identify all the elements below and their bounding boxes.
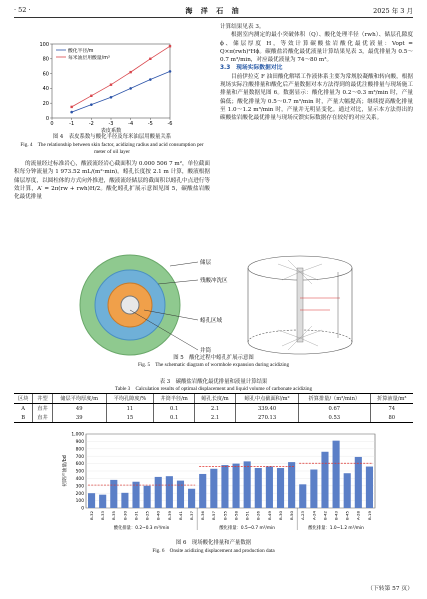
table3-header: 蚓孔长度/m <box>195 394 236 404</box>
table-cell: A <box>21 405 26 412</box>
fig4-caption-cn: 图 4 表皮系数与酸化半径及每米油层用酸量关系 <box>52 134 172 140</box>
label-flush-zone: 残酸冲洗区 <box>200 278 228 284</box>
fig4-x-tick-label: -1 <box>69 121 75 127</box>
left-column-text <box>14 160 210 201</box>
fig4-x-tick-label: -3 <box>108 121 114 127</box>
fig6-bar <box>99 495 106 508</box>
fig4-y-tick-label: 40 <box>42 86 49 93</box>
fig6-bar <box>333 441 340 508</box>
fig6-y-tick-label: 500 <box>75 469 84 475</box>
fig6-bar <box>166 476 173 508</box>
table-cell: 0.1 <box>154 413 195 423</box>
fig6-x-tick-label: B-50 <box>289 511 295 521</box>
table3-header: 平均孔隙度/% <box>106 394 153 404</box>
fig4-caption-en: Fig. 4 The relationship between skin factor, acidizing radius and acid consumption per meter of oil layer <box>20 142 204 155</box>
fig6-chart <box>60 430 380 532</box>
fig4-y-tick-label: 0 <box>45 115 49 122</box>
table-cell: 339.40 <box>235 404 298 414</box>
fig6-y-tick-label: 200 <box>75 491 84 497</box>
fig6-x-tick-label: B-37 <box>188 511 194 521</box>
fig6-bar <box>144 486 151 508</box>
fig6-y-tick-label: 1,000 <box>71 432 84 438</box>
table-cell: 0.1 <box>154 404 195 414</box>
table3-header: 区块 <box>14 394 33 404</box>
fig6-caption-en: Fig. 6 Onsite acidizing displacement and production data <box>152 548 275 554</box>
fig4-point <box>90 103 93 106</box>
fig6-x-tick-label: B-26 <box>255 511 261 521</box>
table3-caption-cn-text: 表 3 碳酸盐岩酸化最优排量和液量计算结果 <box>159 379 268 385</box>
fig4-x-tick-label: -5 <box>147 121 153 127</box>
fig4-y-tick-label: 80 <box>42 56 49 63</box>
fig6-x-tick-label: A-23 <box>300 511 306 520</box>
fig6-bar <box>121 493 128 508</box>
fig6-x-tick-label: A-28 <box>355 511 361 520</box>
left-paragraph: 的流量经过标准岩心，酸液流经岩心截面积为 0.000 506 7 m²，单位截面积每分钟流量为 1 973.52 mL/(m²·min)。蚓孔长度按 2.1 m 计算，酸液根据储层厚度，以圆柱体的方式向外推进，酸液流经储层的截面积以蚓孔中点进行等效计算，A′ = 2π(rw + rwh)H/2。酸化蚓孔扩展示意图见图 5，碳酸盐岩酸化最优排量 <box>14 161 210 201</box>
fig6-y-tick-label: 0 <box>81 506 84 512</box>
fig6-bar <box>233 464 240 508</box>
fig6-bar <box>155 477 162 508</box>
fig5-caption-en: Fig. 5 The schematic diagram of wormhole expansion during acidizing <box>137 362 290 368</box>
fig4-chart <box>30 38 180 134</box>
fig6-y-axis-label: 初期产油量/bd <box>63 455 68 487</box>
fig6-bar <box>344 473 351 508</box>
fig6-y-tick-label: 300 <box>75 484 84 490</box>
fig4-y-tick-label: 60 <box>42 71 49 78</box>
fig4-point <box>169 45 171 47</box>
fig6-bar <box>88 493 95 508</box>
fig6-bar <box>188 489 195 508</box>
table-cell: 39 <box>52 413 106 423</box>
fig6-x-tick-label: A-24 <box>311 511 317 520</box>
page-number: · 52 · <box>14 6 31 14</box>
fig6-x-tick-label: B-36 <box>200 511 206 521</box>
table3-header: 储层平均厚度/m <box>52 394 106 404</box>
right-paragraph-1: 计算结果见表 3。 <box>220 24 265 30</box>
fig4-y-tick-label: 20 <box>42 101 49 107</box>
fig6-bar <box>255 468 262 508</box>
fig4-point <box>110 96 113 99</box>
fig6-bar <box>221 465 228 508</box>
fig4-plot-area <box>39 42 172 134</box>
fig6-bar <box>277 468 284 508</box>
table-cell: 2.1 <box>195 413 236 423</box>
fig4-series-line <box>72 71 170 112</box>
table-cell: 15 <box>106 413 153 423</box>
fig6-bar <box>299 484 306 508</box>
table3-caption <box>14 377 413 393</box>
table-row <box>14 413 413 423</box>
table-cell: 80 <box>370 413 413 423</box>
cylinder-diagram <box>248 256 352 354</box>
fig6-bar <box>288 462 295 508</box>
fig6-x-tick-label: B-25 <box>144 511 150 521</box>
fig6-bar <box>366 467 373 508</box>
table3-header-row <box>14 394 413 404</box>
fig4-point <box>169 70 172 73</box>
fig4-point <box>149 78 152 81</box>
fig6-x-tick-label: B-31 <box>133 511 139 521</box>
fig4-x-tick-label: 0 <box>50 121 54 127</box>
table3-header: 折算液量/m³ <box>370 394 413 404</box>
table-cell: B <box>14 413 33 423</box>
fig6-x-tick-label: B-45 <box>344 511 350 521</box>
issue-date: 2025 年 3 月 <box>373 7 413 15</box>
fig6-bar <box>321 452 328 508</box>
fig6-bar <box>110 480 117 508</box>
fig6-x-tick-label: B-30 <box>277 511 283 521</box>
table3-header: 井型 <box>33 394 52 404</box>
fig6-bar <box>355 457 362 508</box>
fig6-x-tick-label: B-33 <box>100 511 106 521</box>
fig4-point <box>129 87 132 90</box>
fig6-x-tick-label: B-35 <box>111 511 117 521</box>
table-cell: 直井 <box>33 413 52 423</box>
fig4-point <box>90 95 92 97</box>
right-paragraph-3: 目前伊拉克 F 油田酸化解堵工作液体系主要为常规胶凝酸和转向酸，根据现场实际注酸排量和酸化后产量数据对本方法得到的最优注酸排量与现场施工排量和产量数据见图 6。数据显示：酸化排量为 0.2～0.3 m³/min 时，产量偏低；酸化排量为 0.5～0.7 m³/min 时，产量大幅提高；继续提高酸化排量至 1.0～1.2 m³/min 时，产量并无明显变化。通过对比，显示本方法得出的碳酸盐岩酸化最优排量与现场反馈实际数据存在较好的对应关系。 <box>220 73 413 122</box>
fig4-point <box>149 58 151 60</box>
fig4-x-tick-label: -6 <box>167 121 173 127</box>
fig6-y-tick-label: 900 <box>75 440 84 445</box>
fig5-caption-cn: 图 5 酸化过程中蚓孔扩展示意图 <box>173 355 254 361</box>
header-rule <box>14 17 413 18</box>
table3-caption-en-text: Table 3 Calculation results of optimal displacement and liquid volume of carbonate acidizing <box>114 386 313 392</box>
fig6-x-tick-label: B-40 <box>155 511 161 521</box>
journal-title: 海 洋 石 油 <box>185 6 242 15</box>
fig6-x-tick-label: B-32 <box>88 511 94 521</box>
fig4-y-tick-label: 100 <box>39 41 49 48</box>
section-heading: 3.3 现场实际数据对比 <box>220 65 283 72</box>
fig6-x-tick-label: B-49 <box>266 511 272 521</box>
table-row <box>14 404 413 414</box>
table-cell: 49 <box>52 404 106 414</box>
fig6-bar <box>244 461 251 508</box>
fig4-legend-label: 酸化半径/m <box>68 48 94 54</box>
table3-header: 蚓孔中点截面积/m² <box>235 394 298 404</box>
label-wormhole-zone: 蚓孔区域 <box>200 318 223 324</box>
table-cell: 2.1 <box>195 404 236 414</box>
continued-note: （下转第 57 页） <box>367 586 413 592</box>
fig6-y-tick-label: 800 <box>75 447 84 453</box>
fig6-x-tick-label: B-51 <box>244 511 250 521</box>
table3-header: 井筒半径/m <box>154 394 195 404</box>
table-cell: 11 <box>106 404 153 414</box>
fig6-bar <box>210 469 217 508</box>
fig6-bar <box>310 470 317 508</box>
fig6-x-tick-label: B-19 <box>366 511 372 521</box>
fig5-diagram <box>70 250 370 360</box>
fig6-y-tick-label: 400 <box>75 477 84 482</box>
fig4-point <box>70 111 73 114</box>
fig6-x-tick-label: B-55 <box>222 511 228 521</box>
table-cell: 直井 <box>33 404 52 414</box>
fig6-y-tick-label: 700 <box>75 454 84 460</box>
wellbore-circle <box>121 296 139 314</box>
fig6-x-tick-label: B-58 <box>233 511 239 521</box>
fig6-x-tick-label: B-39 <box>166 511 172 521</box>
fig6-x-tick-label: B-43 <box>333 511 339 521</box>
fig6-x-tick-label: B-30 <box>122 511 128 521</box>
fig6-plot-area <box>61 432 375 531</box>
fig6-x-tick-label: B-41 <box>177 511 183 521</box>
fig4-legend-label: 每米油层用酸量/m³ <box>68 55 110 61</box>
table-cell: 74 <box>370 404 413 414</box>
fig6-bar <box>199 474 206 508</box>
fig6-bar <box>132 482 139 508</box>
fig6-y-tick-label: 100 <box>75 499 84 505</box>
fig6-y-tick-label: 600 <box>75 462 84 468</box>
table-cell: 0.53 <box>299 413 370 423</box>
fig4-x-axis-label: 表皮系数 <box>100 128 122 134</box>
fig6-x-tick-label: B-42 <box>322 511 328 521</box>
fig6-group-label: 酸化排量：0.5~0.7 m³/min <box>219 526 275 531</box>
fig6-caption-cn: 图 6 现场酸化排量和产量数据 <box>175 540 252 546</box>
right-column-text <box>220 23 413 123</box>
label-reservoir: 储层 <box>200 260 212 266</box>
right-paragraph-2: 根据室内测定的最小突破体积（Q）、酸化处理半径（rwh）、储层孔隙度 ϕ、储层厚度 H，等效计算碳酸盐岩酸化最优液量：Vopt = Q×π(rwh)²Hϕ。碳酸盐岩酸化最优液量计算结果见表 3，最优排量为 0.5～0.7 m³/min，对应最优液量为 74～80 m³。 <box>220 32 413 64</box>
fig6-bar <box>266 467 273 508</box>
fig4-x-tick-label: -4 <box>128 121 134 127</box>
fig4-point <box>110 84 112 86</box>
table-cell: 270.13 <box>235 413 298 423</box>
table3-header: 折算排量/（m³/min） <box>299 394 370 404</box>
fig6-x-tick-label: B-57 <box>211 511 217 521</box>
fig4-x-tick-label: -2 <box>88 121 94 127</box>
fig4-point <box>70 106 72 108</box>
fig4-point <box>129 71 131 73</box>
label-wellbore: 井筒 <box>200 348 212 354</box>
fig6-group-label: 酸化排量：0.2~0.3 m³/min <box>113 526 170 531</box>
table3 <box>14 377 413 423</box>
fig6-group-label: 酸化排量：1.0~1.2 m³/min <box>308 526 364 531</box>
table-cell: 0.67 <box>299 404 370 414</box>
